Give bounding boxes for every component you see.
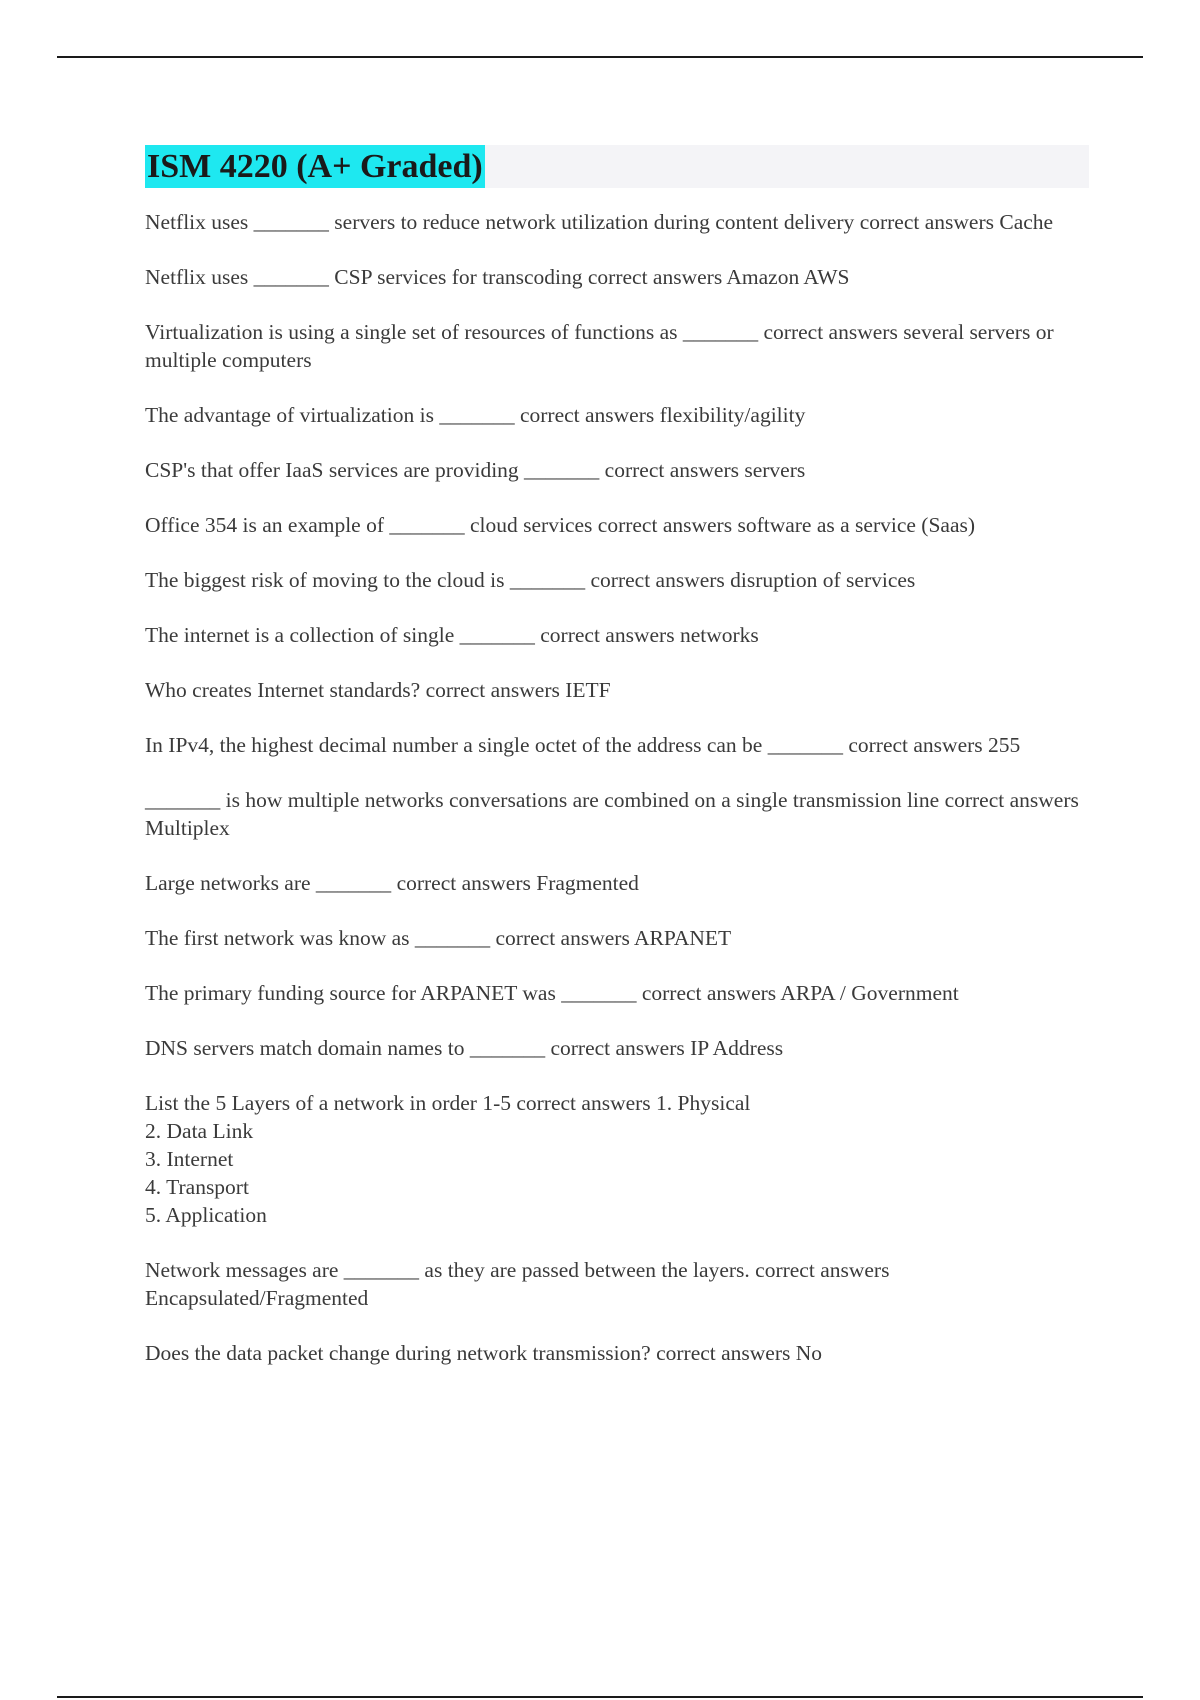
answer-text: correct answers 255 [848, 733, 1021, 757]
answer-text: correct answers Amazon AWS [587, 265, 850, 289]
answer-text: correct answers ARPANET [495, 926, 732, 950]
qa-item [145, 318, 1089, 374]
answer-text: correct answers 1. Physical 2. Data Link 3. Internet 4. Transport 5. Application [145, 1091, 751, 1227]
question-text: The first network was know as _______ [145, 926, 491, 950]
qa-item [145, 621, 1089, 649]
qa-item [145, 676, 1089, 704]
answer-text: correct answers Encapsulated/Fragmented [145, 1258, 890, 1310]
qa-item [145, 1034, 1089, 1062]
question-text: _______ is how multiple networks conversations are combined on a single transmission line [145, 788, 940, 812]
qa-item [145, 401, 1089, 429]
question-text: The internet is a collection of single _______ [145, 623, 535, 647]
answer-text: correct answers Multiplex [145, 788, 1079, 840]
question-text: In IPv4, the highest decimal number a single octet of the address can be _______ [145, 733, 843, 757]
answer-text: correct answers networks [540, 623, 759, 647]
question-text: Does the data packet change during network transmission? [145, 1341, 651, 1365]
answer-text: correct answers IETF [425, 678, 611, 702]
qa-item [145, 263, 1089, 291]
answer-text: correct answers servers [604, 458, 806, 482]
qa-item [145, 1256, 1089, 1312]
top-rule [57, 56, 1143, 58]
qa-item [145, 1089, 1089, 1229]
question-text: Virtualization is using a single set of resources of functions as _______ [145, 320, 759, 344]
qa-item [145, 456, 1089, 484]
answer-text: correct answers disruption of services [590, 568, 916, 592]
qa-item [145, 869, 1089, 897]
qa-item [145, 924, 1089, 952]
title-bar [145, 145, 1089, 188]
bottom-rule [57, 1696, 1143, 1698]
answer-text: correct answers software as a service (Saas) [597, 513, 976, 537]
question-text: The primary funding source for ARPANET was _______ [145, 981, 637, 1005]
question-text: CSP's that offer IaaS services are providing _______ [145, 458, 600, 482]
question-text: Network messages are _______ as they are passed between the layers. [145, 1258, 750, 1282]
qa-item [145, 731, 1089, 759]
question-text: Office 354 is an example of _______ cloud services [145, 513, 593, 537]
question-text: Who creates Internet standards? [145, 678, 421, 702]
answer-text: correct answers ARPA / Government [641, 981, 959, 1005]
qa-item [145, 208, 1089, 236]
question-text: List the 5 Layers of a network in order 1-5 [145, 1091, 511, 1115]
qa-item [145, 566, 1089, 594]
question-text: DNS servers match domain names to _______ [145, 1036, 546, 1060]
answer-text: correct answers flexibility/agility [519, 403, 806, 427]
question-text: The advantage of virtualization is _______ [145, 403, 515, 427]
qa-item [145, 979, 1089, 1007]
question-text: The biggest risk of moving to the cloud is _______ [145, 568, 586, 592]
answer-text: correct answers No [656, 1341, 823, 1365]
answer-text: correct answers Cache [859, 210, 1054, 234]
answer-text: correct answers Fragmented [396, 871, 639, 895]
qa-item [145, 1339, 1089, 1367]
answer-text: correct answers IP Address [550, 1036, 784, 1060]
document-title: ISM 4220 (A+ Graded) [145, 145, 485, 188]
question-text: Netflix uses _______ servers to reduce network utilization during content delivery [145, 210, 855, 234]
question-text: Large networks are _______ [145, 871, 392, 895]
question-text: Netflix uses _______ CSP services for transcoding [145, 265, 583, 289]
document-body [145, 145, 1089, 1394]
answer-text: correct answers several servers or multiple computers [145, 320, 1054, 372]
qa-item [145, 511, 1089, 539]
qa-list [145, 208, 1089, 1367]
qa-item [145, 786, 1089, 842]
